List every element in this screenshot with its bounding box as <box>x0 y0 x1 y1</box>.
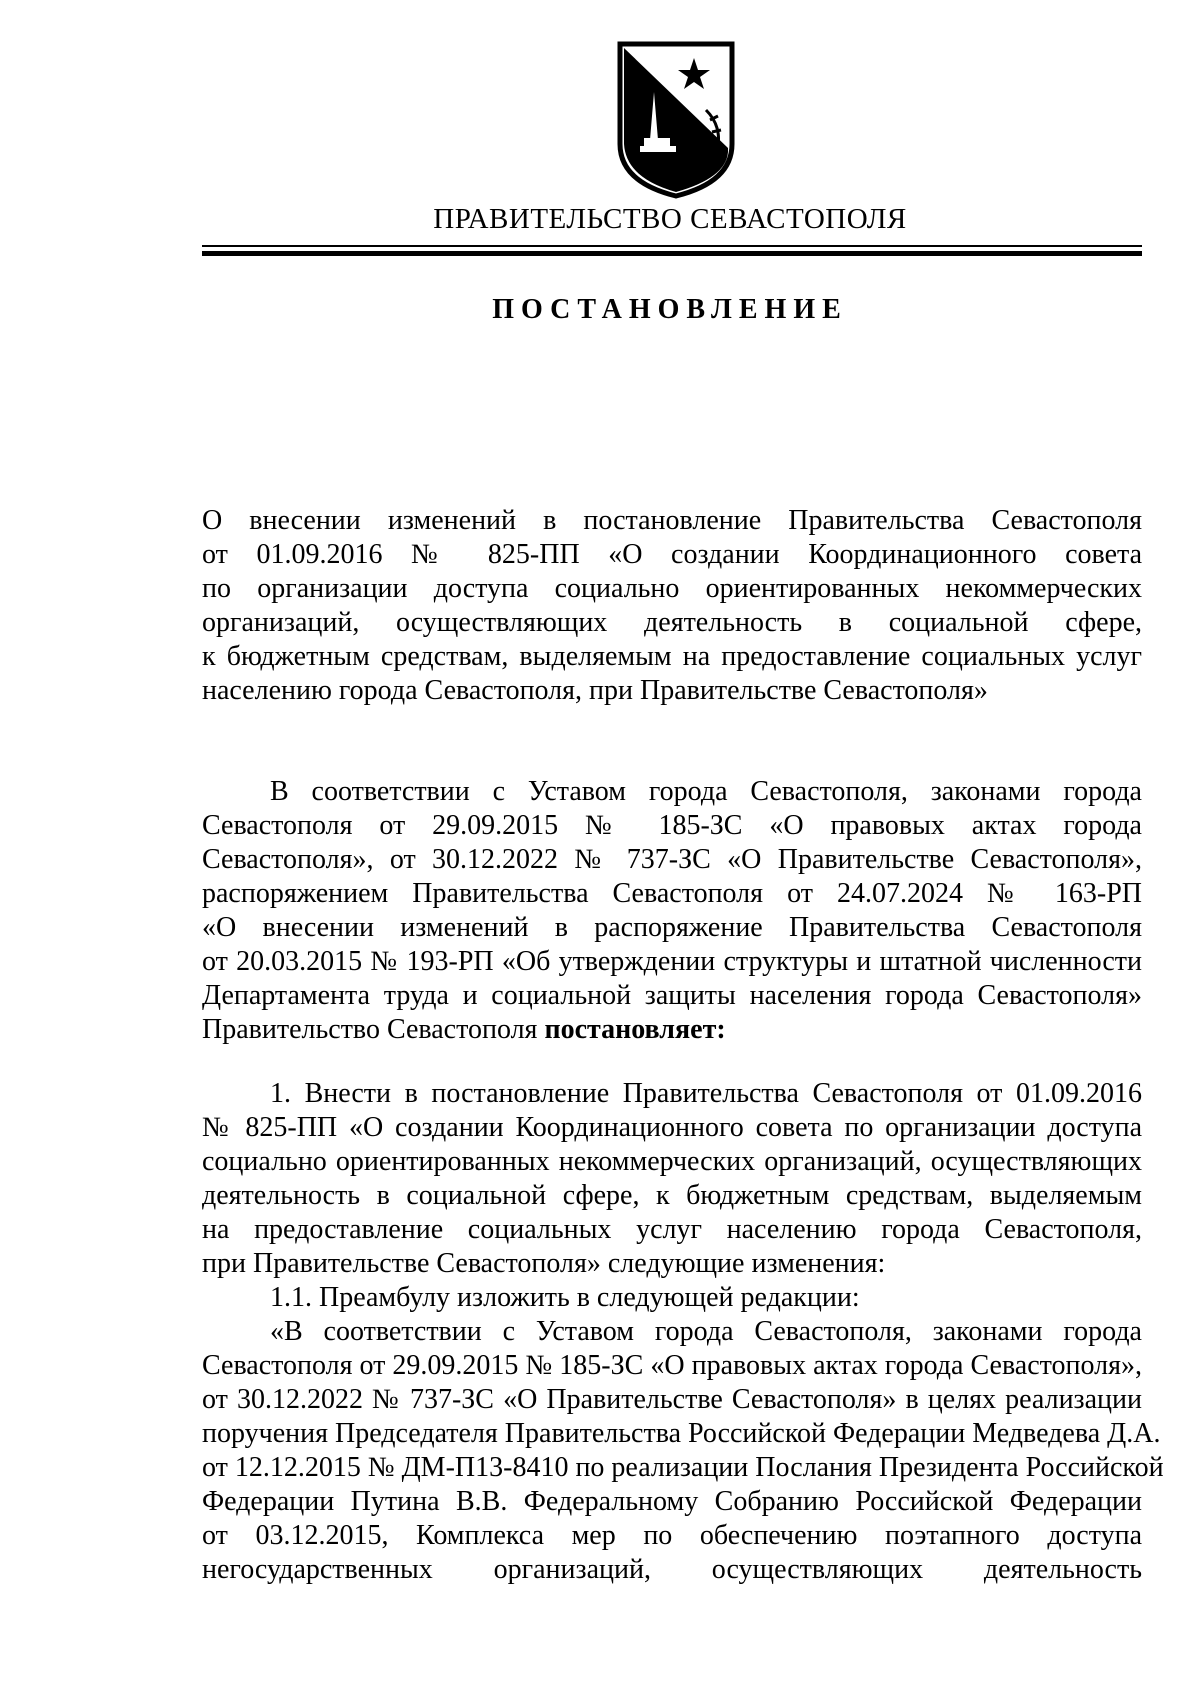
text-line: Севастополя», от 30.12.2022 № 737-ЗС «О Правительстве Севастополя», <box>202 844 1142 875</box>
text-line: Севастополя от 29.09.2015 № 185-ЗС «О правовых актах города <box>202 810 1142 841</box>
text-line: организаций, осуществляющих деятельность в социальной сфере, <box>202 607 1142 638</box>
text-line: от 30.12.2022 № 737-ЗС «О Правительстве Севастополя» в целях реализации <box>202 1384 1142 1415</box>
government-title: ПРАВИТЕЛЬСТВО СЕВАСТОПОЛЯ <box>433 203 907 235</box>
text-line: от 01.09.2016 № 825-ПП «О создании Координационного совета <box>202 539 1142 570</box>
text-line: Департамента труда и социальной защиты населения города Севастополя» <box>202 980 1142 1011</box>
text-line: при Правительстве Севастополя» следующие изменения: <box>202 1248 886 1279</box>
text-line: Федерации Путина В.В. Федеральному Собранию Российской Федерации <box>202 1486 1142 1517</box>
quoted-preamble-line: «В соответствии с Уставом города Севастополя, законами города <box>270 1316 1142 1347</box>
text-line: распоряжением Правительства Севастополя от 24.07.2024 № 163-РП <box>202 878 1142 909</box>
text-line: социально ориентированных некоммерческих организаций, осуществляющих <box>202 1146 1142 1177</box>
text-line: от 03.12.2015, Комплекса мер по обеспечению поэтапного доступа <box>202 1520 1142 1551</box>
text-line: поручения Председателя Правительства Российской Федерации Медведева Д.А. <box>202 1418 1161 1449</box>
text-line: Севастополя от 29.09.2015 № 185-ЗС «О правовых актах города Севастополя», <box>202 1350 1142 1381</box>
text-line: № 825-ПП «О создании Координационного совета по организации доступа <box>202 1112 1142 1143</box>
decision-section <box>202 1077 1164 1587</box>
text-line: О внесении изменений в постановление Правительства Севастополя <box>202 505 1142 536</box>
header-divider-thin <box>202 245 1142 247</box>
resolution-prefix: Правительство Севастополя <box>202 1014 545 1045</box>
text-line: по организации доступа социально ориентированных некоммерческих <box>202 573 1142 604</box>
text-line: на предоставление социальных услуг населению города Севастополя, <box>202 1214 1142 1245</box>
text-line: В соответствии с Уставом города Севастополя, законами города <box>270 776 1142 807</box>
resolution-line <box>202 1013 1142 1047</box>
text-line: населению города Севастополя, при Правительстве Севастополя» <box>202 675 988 706</box>
text-line: негосударственных организаций, осуществляющих деятельность <box>202 1554 1142 1585</box>
text-line: от 12.12.2015 № ДМ-П13-8410 по реализации Послания Президента Российской <box>202 1452 1164 1483</box>
text-line: «О внесении изменений в распоряжение Правительства Севастополя <box>202 912 1142 943</box>
text-line: к бюджетным средствам, выделяемым на предоставление социальных услуг <box>202 641 1142 672</box>
text-line: от 20.03.2015 № 193-РП «Об утверждении структуры и штатной численности <box>202 946 1142 977</box>
clause-1-1-line: 1.1. Преамбулу изложить в следующей редакции: <box>270 1282 860 1313</box>
subject-paragraph <box>202 504 1142 708</box>
preamble-paragraph <box>202 775 1142 1047</box>
clause-1-line: 1. Внести в постановление Правительства Севастополя от 01.09.2016 <box>270 1078 1142 1109</box>
header-divider-thick <box>202 251 1142 256</box>
coat-of-arms-icon <box>614 40 738 200</box>
resolution-verb: постановляет: <box>544 1014 726 1045</box>
document-type-heading: ПОСТАНОВЛЕНИЕ <box>492 294 848 325</box>
text-line: деятельность в социальной сфере, к бюджетным средствам, выделяемым <box>202 1180 1142 1211</box>
